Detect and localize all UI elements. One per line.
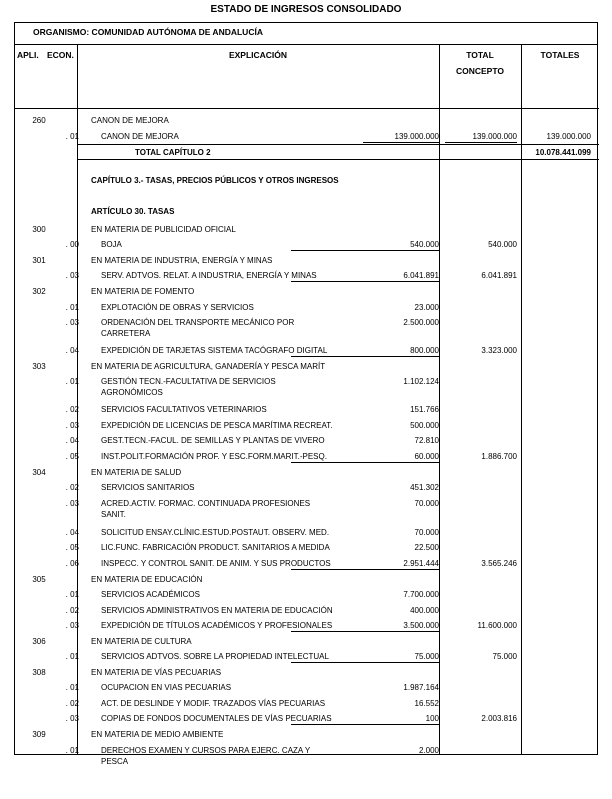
- explicacion-text: EN MATERIA DE AGRICULTURA, GANADERÍA Y PESCA MARÍT: [91, 362, 326, 371]
- explicacion-text: EXPLOTACIÓN DE OBRAS Y SERVICIOS: [101, 303, 254, 312]
- econ-code: . 02: [65, 405, 79, 414]
- explicacion-text: SERVICIOS ADTVOS. SOBRE LA PROPIEDAD INTELECTUAL: [101, 652, 329, 661]
- totales-value: 139.000.000: [546, 132, 591, 141]
- explicacion-text: INSPECC. Y CONTROL SANIT. DE ANIM. Y SUS PRODUCTOS: [101, 559, 331, 568]
- subtotal-rule: [363, 142, 439, 143]
- subtotal-rule: [291, 281, 439, 282]
- total-concepto-value: 1.886.700: [481, 452, 517, 461]
- amount-value: 60.000: [414, 452, 439, 461]
- apli-code: 305: [32, 575, 46, 584]
- subtotal-rule: [291, 250, 439, 251]
- explicacion-text: SERVICIOS ADMINISTRATIVOS EN MATERIA DE EDUCACIÓN: [101, 606, 333, 615]
- explicacion-text: EN MATERIA DE SALUD: [91, 468, 182, 477]
- explicacion-text: EN MATERIA DE INDUSTRIA, ENERGÍA Y MINAS: [91, 256, 273, 265]
- subtotal-rule: [291, 631, 439, 632]
- subtotal-rule: [291, 569, 439, 570]
- amount-value: 2.000: [418, 746, 439, 755]
- econ-code: . 00: [65, 240, 79, 249]
- explicacion-text: EN MATERIA DE EDUCACIÓN: [91, 575, 203, 584]
- explicacion-text: DERECHOS EXAMEN Y CURSOS PARA EJERC. CAZA Y: [101, 746, 311, 755]
- header-econ: ECON.: [47, 50, 74, 60]
- explicacion-text: CANON DE MEJORA: [91, 116, 169, 125]
- apli-code: 260: [32, 116, 46, 125]
- amount-value: 2.500.000: [403, 318, 439, 327]
- amount-value: 3.500.000: [403, 621, 439, 630]
- subtotal-rule: [291, 662, 439, 663]
- subtotal-rule: [291, 724, 439, 725]
- amount-value: 22.500: [414, 543, 439, 552]
- econ-code: . 01: [65, 746, 79, 755]
- apli-code: 308: [32, 668, 46, 677]
- total-concepto-value: 3.323.000: [481, 346, 517, 355]
- amount-value: 2.951.444: [403, 559, 439, 568]
- explicacion-text: GEST.TECN.-FACUL. DE SEMILLAS Y PLANTAS DE VIVERO: [101, 436, 325, 445]
- amount-value: 451.302: [410, 483, 439, 492]
- total-concepto-value: 2.003.816: [481, 714, 517, 723]
- apli-code: 309: [32, 730, 46, 739]
- header-total-concepto: [439, 45, 521, 109]
- total-concepto-value: 75.000: [492, 652, 517, 661]
- apli-code: 300: [32, 225, 46, 234]
- econ-code: . 03: [65, 714, 79, 723]
- explicacion-text: EXPEDICIÓN DE TARJETAS SISTEMA TACÓGRAFO DIGITAL: [101, 346, 328, 355]
- explicacion-text: ACRED.ACTIV. FORMAC. CONTINUADA PROFESIONES: [101, 499, 311, 508]
- apli-code: 306: [32, 637, 46, 646]
- apli-code: 303: [32, 362, 46, 371]
- total-capitulo-rule: [77, 159, 599, 160]
- total-concepto-value: 139.000.000: [472, 132, 517, 141]
- explicacion-text: INST.POLIT.FORMACIÓN PROF. Y ESC.FORM.MARIT.-PESQ.: [101, 452, 327, 461]
- amount-value: 500.000: [410, 421, 439, 430]
- column-divider: [439, 45, 440, 754]
- explicacion-text: COPIAS DE FONDOS DOCUMENTALES DE VÍAS PECUARIAS: [101, 714, 332, 723]
- econ-code: . 01: [65, 683, 79, 692]
- header-totales: [521, 45, 599, 109]
- econ-code: . 01: [65, 590, 79, 599]
- explicacion-text: GESTIÓN TECN.-FACULTATIVA DE SERVICIOS: [101, 377, 276, 386]
- econ-code: . 03: [65, 621, 79, 630]
- explicacion-text-continued: CARRETERA: [101, 329, 151, 338]
- econ-code: . 03: [65, 271, 79, 280]
- total-capitulo-rule: [77, 144, 599, 145]
- page-title: ESTADO DE INGRESOS CONSOLIDADO: [210, 4, 402, 15]
- explicacion-text: ORDENACIÓN DEL TRANSPORTE MECÁNICO POR: [101, 318, 295, 327]
- amount-value: 6.041.891: [403, 271, 439, 280]
- econ-code: . 02: [65, 483, 79, 492]
- amount-value: 151.766: [410, 405, 439, 414]
- econ-code: . 03: [65, 499, 79, 508]
- explicacion-text-continued: AGRONÓMICOS: [101, 388, 163, 397]
- econ-code: . 01: [65, 132, 79, 141]
- amount-value: 540.000: [410, 240, 439, 249]
- header-apli: APLI.: [17, 50, 39, 60]
- header-explicacion-label: EXPLICACIÓN: [228, 50, 288, 60]
- explicacion-text: ARTÍCULO 30. TASAS: [91, 207, 175, 216]
- subtotal-rule: [445, 142, 517, 143]
- amount-value: 1.102.124: [403, 377, 439, 386]
- explicacion-text: ACT. DE DESLINDE Y MODIF. TRAZADOS VÍAS PECUARIAS: [101, 699, 326, 708]
- econ-code: . 02: [65, 699, 79, 708]
- amount-value: 72.810: [414, 436, 439, 445]
- header-explicacion: [77, 45, 439, 109]
- explicacion-text: CANON DE MEJORA: [101, 132, 179, 141]
- amount-value: 75.000: [414, 652, 439, 661]
- amount-value: 800.000: [410, 346, 439, 355]
- amount-value: 23.000: [414, 303, 439, 312]
- subtotal-rule: [291, 356, 439, 357]
- explicacion-text: EN MATERIA DE CULTURA: [91, 637, 192, 646]
- econ-code: . 04: [65, 346, 79, 355]
- amount-value: 70.000: [414, 528, 439, 537]
- explicacion-text: EXPEDICIÓN DE LICENCIAS DE PESCA MARÍTIMA RECREAT.: [101, 421, 333, 430]
- econ-code: . 05: [65, 452, 79, 461]
- total-concepto-value: 6.041.891: [481, 271, 517, 280]
- econ-code: . 05: [65, 543, 79, 552]
- total-concepto-value: 11.600.000: [477, 621, 517, 630]
- amount-value: 1.987.164: [403, 683, 439, 692]
- header-total-label: TOTAL: [466, 50, 494, 60]
- explicacion-text: SERVICIOS FACULTATIVOS VETERINARIOS: [101, 405, 267, 414]
- apli-code: 301: [32, 256, 46, 265]
- total-concepto-value: 540.000: [488, 240, 517, 249]
- header-cell-apli-econ: [15, 45, 77, 109]
- amount-value: 139.000.000: [394, 132, 439, 141]
- explicacion-text: EN MATERIA DE VÍAS PECUARIAS: [91, 668, 222, 677]
- organismo-label: ORGANISMO: COMUNIDAD AUTÓNOMA DE ANDALUCÍA: [15, 23, 597, 45]
- explicacion-text: EN MATERIA DE MEDIO AMBIENTE: [91, 730, 224, 739]
- amount-value: 70.000: [414, 499, 439, 508]
- explicacion-text-continued: SANIT.: [101, 510, 126, 519]
- econ-code: . 04: [65, 528, 79, 537]
- econ-code: . 02: [65, 606, 79, 615]
- header-totales-label: TOTALES: [540, 50, 580, 60]
- explicacion-text: OCUPACION EN VIAS PECUARIAS: [101, 683, 232, 692]
- amount-value: 7.700.000: [403, 590, 439, 599]
- apli-code: 304: [32, 468, 46, 477]
- explicacion-text-continued: PESCA: [101, 757, 129, 766]
- column-divider: [77, 45, 78, 754]
- explicacion-text: EN MATERIA DE PUBLICIDAD OFICIAL: [91, 225, 236, 234]
- econ-code: . 01: [65, 377, 79, 386]
- amount-value: 100: [425, 714, 439, 723]
- econ-code: . 03: [65, 318, 79, 327]
- totales-value: 10.078.441.099: [535, 148, 591, 157]
- explicacion-text: SOLICITUD ENSAY.CLÍNIC.ESTUD.POSTAUT. OBSERV. MED.: [101, 528, 330, 537]
- income-table: [14, 22, 598, 766]
- explicacion-text: BOJA: [101, 240, 122, 249]
- column-divider: [521, 45, 522, 754]
- amount-value: 400.000: [410, 606, 439, 615]
- explicacion-text: EN MATERIA DE FOMENTO: [91, 287, 195, 296]
- econ-code: . 01: [65, 303, 79, 312]
- explicacion-text: EXPEDICIÓN DE TÍTULOS ACADÉMICOS Y PROFESIONALES: [101, 621, 333, 630]
- explicacion-text: LIC.FUNC. FABRICACIÓN PRODUCT. SANITARIOS A MEDIDA: [101, 543, 330, 552]
- total-concepto-value: 3.565.246: [481, 559, 517, 568]
- explicacion-text: TOTAL CAPÍTULO 2: [135, 148, 211, 157]
- explicacion-text: SERVICIOS SANITARIOS: [101, 483, 195, 492]
- apli-code: 302: [32, 287, 46, 296]
- subtotal-rule: [291, 462, 439, 463]
- explicacion-text: CAPÍTULO 3.- TASAS, PRECIOS PÚBLICOS Y OTROS INGRESOS: [91, 176, 339, 185]
- explicacion-text: SERV. ADTVOS. RELAT. A INDUSTRIA, ENERGÍA Y MINAS: [101, 271, 317, 280]
- econ-code: . 04: [65, 436, 79, 445]
- header-concepto-label: CONCEPTO: [455, 66, 505, 76]
- econ-code: . 03: [65, 421, 79, 430]
- econ-code: . 06: [65, 559, 79, 568]
- econ-code: . 01: [65, 652, 79, 661]
- explicacion-text: SERVICIOS ACADÉMICOS: [101, 590, 200, 599]
- amount-value: 16.552: [414, 699, 439, 708]
